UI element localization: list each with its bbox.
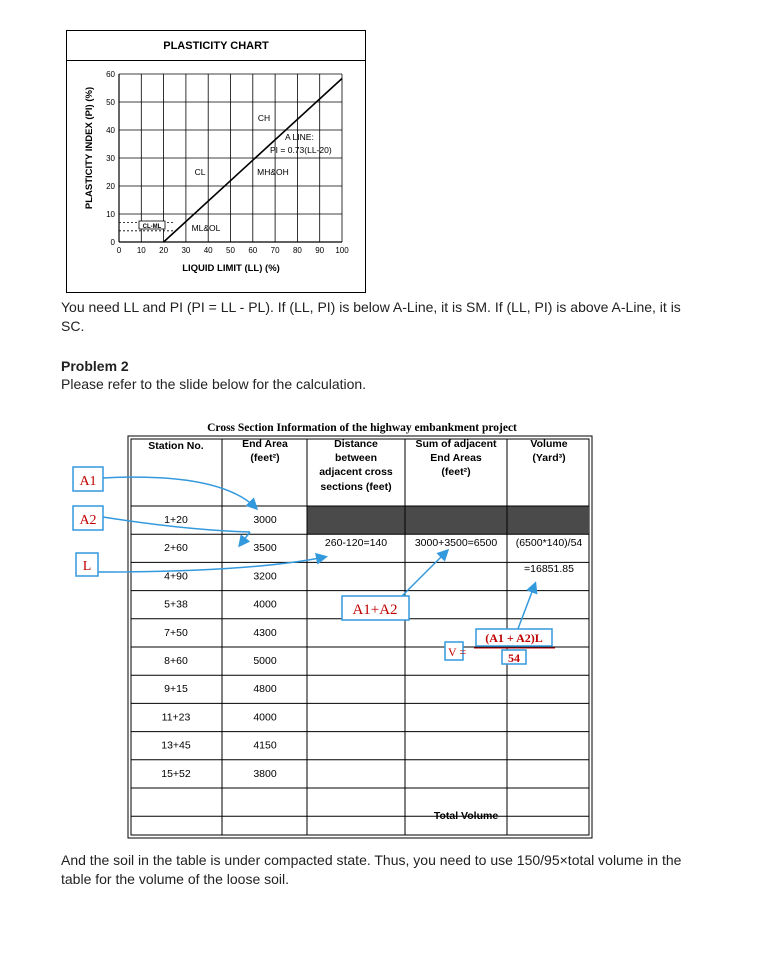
x-tick-label: 50 [226,246,235,255]
station-cell: 1+20 [164,514,188,526]
plasticity-chart [66,30,366,293]
y-tick-label: 20 [106,182,115,191]
header-sum-3: (feet²) [441,466,471,478]
chart-xlabel: LIQUID LIMIT (LL) (%) [182,263,280,274]
x-tick-label: 100 [335,246,349,255]
area-cell: 4800 [253,683,277,696]
x-tick-label: 30 [181,246,191,255]
area-cell: 4000 [253,711,277,724]
region-clml-label: CL-ML [142,224,162,230]
a2-label: A2 [79,513,97,528]
y-tick-label: 30 [106,154,115,163]
a-line-label: A LINE: [285,132,314,142]
header-dist-2: between [334,452,378,464]
x-tick-label: 80 [292,246,302,255]
x-tick-label: 70 [270,246,280,255]
denominator-label: 54 [508,651,520,665]
row2-distance: 260-120=140 [324,537,388,549]
x-tick-label: 0 [116,246,122,255]
a1-label: A1 [79,474,97,489]
station-cell: 11+23 [161,711,191,724]
y-tick-label: 60 [106,70,115,79]
area-cell: 3200 [253,570,277,583]
header-station: Station No. [148,440,204,452]
problem-text: Please refer to the slide below for the calculation. [61,376,367,392]
y-tick-label: 10 [106,210,115,219]
x-tick-label: 20 [159,246,169,255]
header-dist-1: Distance [334,438,378,450]
area-cell: 5000 [253,655,277,667]
region-ch-label: CH [257,113,271,123]
region-mlol-label: ML&OL [191,223,221,233]
table-title: Cross Section Information of the highway embankment project [207,422,517,434]
area-cell: 4000 [253,598,277,611]
station-cell: 4+90 [164,570,188,583]
station-cell: 2+60 [164,542,188,555]
x-tick-label: 10 [136,246,146,255]
header-vol-2: (Yard³) [532,452,566,464]
intro-paragraph: You need LL and PI (PI = LL - PL). If (LL, PI) is below A-Line, it is SM. If (LL, PI) is above A-Line, it is SC. [61,299,681,334]
slide-figure [0,410,763,840]
closing-paragraph: And the soil in the table is under compacted state. Thus, you need to use 150/95×total volume in the table for the volume of the loose soil. [61,852,682,887]
l-label: L [82,559,92,574]
station-cell: 7+50 [164,626,188,639]
header-sum-1: Sum of adjacent [415,438,497,450]
station-cell: 8+60 [164,655,188,667]
v-label: V = [448,645,467,659]
a-line-equation: PI = 0.73(LL-20) [270,145,332,155]
region-cl-label: CL [194,167,206,177]
header-vol-1: Volume [530,438,568,450]
row2-sum: 3000+3500=6500 [414,537,498,549]
area-cell: 3000 [253,514,277,526]
station-cell: 15+52 [161,767,191,780]
area-cell: 3500 [253,542,277,555]
chart-title: PLASTICITY CHART [163,40,269,52]
y-tick-label: 50 [106,98,115,107]
station-cell: 5+38 [164,598,188,611]
station-cell: 13+45 [161,739,191,752]
numerator-label: (A1 + A2)L [485,631,543,645]
x-tick-label: 40 [203,246,213,255]
header-area-1: End Area [242,438,288,450]
total-volume-label: Total Volume [433,810,499,822]
row2-volume: (6500*140)/54 [515,537,583,549]
x-tick-label: 60 [248,246,258,255]
y-tick-label: 0 [110,238,115,247]
dark-cell [307,506,589,534]
region-mhoh-label: MH&OH [257,167,289,177]
area-cell: 4150 [253,739,277,752]
header-dist-4: sections (feet) [320,481,392,493]
header-dist-3: adjacent cross [319,466,393,478]
area-cell: 4300 [253,626,277,639]
chart-ylabel: PLASTICITY INDEX (PI) (%) [84,86,95,210]
header-sum-2: End Areas [430,452,482,464]
x-tick-label: 90 [315,246,325,255]
y-tick-label: 40 [106,126,115,135]
a1a2-label: A1+A2 [352,602,398,618]
problem-heading: Problem 2 [61,358,129,374]
header-area-2: (feet²) [250,452,280,464]
area-cell: 3800 [253,767,277,780]
station-cell: 9+15 [164,683,188,696]
row2-volume-result: =16851.85 [524,563,574,575]
